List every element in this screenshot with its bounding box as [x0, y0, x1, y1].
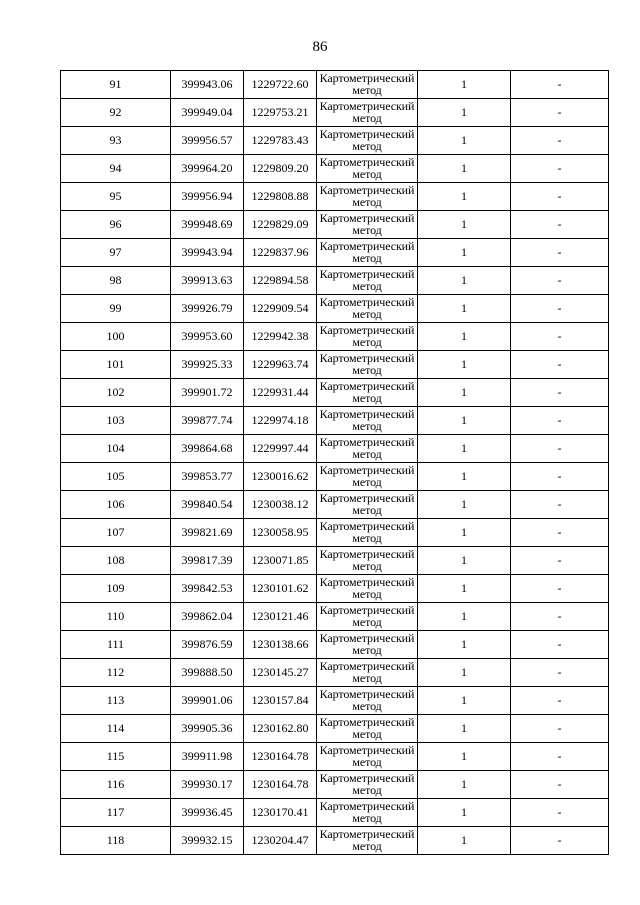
method-cell: Картометрический метод — [317, 295, 418, 323]
x-coordinate-cell: 399949.04 — [171, 99, 244, 127]
point-number-cell: 95 — [61, 183, 171, 211]
method-cell: Картометрический метод — [317, 351, 418, 379]
accuracy-cell: 1 — [418, 407, 511, 435]
x-coordinate-cell: 399964.20 — [171, 155, 244, 183]
y-coordinate-cell: 1230038.12 — [244, 491, 317, 519]
accuracy-cell: 1 — [418, 519, 511, 547]
point-number-cell: 116 — [61, 771, 171, 799]
table-row — [61, 155, 609, 183]
point-number-cell: 98 — [61, 267, 171, 295]
y-coordinate-cell: 1230170.41 — [244, 799, 317, 827]
table-row — [61, 267, 609, 295]
point-number-cell: 96 — [61, 211, 171, 239]
accuracy-cell: 1 — [418, 743, 511, 771]
table-row — [61, 631, 609, 659]
description-cell: - — [511, 323, 609, 351]
x-coordinate-cell: 399930.17 — [171, 771, 244, 799]
accuracy-cell: 1 — [418, 183, 511, 211]
description-cell: - — [511, 295, 609, 323]
y-coordinate-cell: 1230164.78 — [244, 743, 317, 771]
y-coordinate-cell: 1230162.80 — [244, 715, 317, 743]
x-coordinate-cell: 399943.94 — [171, 239, 244, 267]
y-coordinate-cell: 1229837.96 — [244, 239, 317, 267]
table-row — [61, 743, 609, 771]
y-coordinate-cell: 1229783.43 — [244, 127, 317, 155]
x-coordinate-cell: 399862.04 — [171, 603, 244, 631]
x-coordinate-cell: 399956.94 — [171, 183, 244, 211]
point-number-cell: 118 — [61, 827, 171, 855]
method-cell: Картометрический метод — [317, 659, 418, 687]
accuracy-cell: 1 — [418, 631, 511, 659]
y-coordinate-cell: 1230204.47 — [244, 827, 317, 855]
coordinates-table-body — [61, 71, 609, 855]
accuracy-cell: 1 — [418, 435, 511, 463]
description-cell: - — [511, 351, 609, 379]
x-coordinate-cell: 399956.57 — [171, 127, 244, 155]
accuracy-cell: 1 — [418, 547, 511, 575]
point-number-cell: 107 — [61, 519, 171, 547]
method-cell: Картометрический метод — [317, 407, 418, 435]
table-row — [61, 407, 609, 435]
x-coordinate-cell: 399817.39 — [171, 547, 244, 575]
accuracy-cell: 1 — [418, 323, 511, 351]
y-coordinate-cell: 1230016.62 — [244, 463, 317, 491]
point-number-cell: 101 — [61, 351, 171, 379]
method-cell: Картометрический метод — [317, 239, 418, 267]
table-row — [61, 183, 609, 211]
description-cell: - — [511, 239, 609, 267]
description-cell: - — [511, 491, 609, 519]
method-cell: Картометрический метод — [317, 827, 418, 855]
point-number-cell: 104 — [61, 435, 171, 463]
point-number-cell: 111 — [61, 631, 171, 659]
table-row — [61, 379, 609, 407]
accuracy-cell: 1 — [418, 99, 511, 127]
method-cell: Картометрический метод — [317, 743, 418, 771]
accuracy-cell: 1 — [418, 491, 511, 519]
point-number-cell: 113 — [61, 687, 171, 715]
description-cell: - — [511, 463, 609, 491]
y-coordinate-cell: 1229808.88 — [244, 183, 317, 211]
method-cell: Картометрический метод — [317, 435, 418, 463]
point-number-cell: 110 — [61, 603, 171, 631]
description-cell: - — [511, 659, 609, 687]
method-cell: Картометрический метод — [317, 267, 418, 295]
point-number-cell: 117 — [61, 799, 171, 827]
method-cell: Картометрический метод — [317, 155, 418, 183]
method-cell: Картометрический метод — [317, 127, 418, 155]
x-coordinate-cell: 399888.50 — [171, 659, 244, 687]
y-coordinate-cell: 1230058.95 — [244, 519, 317, 547]
y-coordinate-cell: 1229894.58 — [244, 267, 317, 295]
x-coordinate-cell: 399864.68 — [171, 435, 244, 463]
accuracy-cell: 1 — [418, 267, 511, 295]
table-row — [61, 659, 609, 687]
table-row — [61, 323, 609, 351]
method-cell: Картометрический метод — [317, 491, 418, 519]
point-number-cell: 109 — [61, 575, 171, 603]
table-row — [61, 211, 609, 239]
point-number-cell: 103 — [61, 407, 171, 435]
point-number-cell: 91 — [61, 71, 171, 99]
x-coordinate-cell: 399840.54 — [171, 491, 244, 519]
y-coordinate-cell: 1229909.54 — [244, 295, 317, 323]
accuracy-cell: 1 — [418, 379, 511, 407]
point-number-cell: 93 — [61, 127, 171, 155]
x-coordinate-cell: 399953.60 — [171, 323, 244, 351]
point-number-cell: 94 — [61, 155, 171, 183]
description-cell: - — [511, 127, 609, 155]
description-cell: - — [511, 519, 609, 547]
method-cell: Картометрический метод — [317, 323, 418, 351]
table-row — [61, 575, 609, 603]
y-coordinate-cell: 1229809.20 — [244, 155, 317, 183]
accuracy-cell: 1 — [418, 799, 511, 827]
x-coordinate-cell: 399926.79 — [171, 295, 244, 323]
description-cell: - — [511, 799, 609, 827]
table-row — [61, 603, 609, 631]
coordinates-table — [60, 70, 609, 855]
method-cell: Картометрический метод — [317, 71, 418, 99]
description-cell: - — [511, 407, 609, 435]
x-coordinate-cell: 399925.33 — [171, 351, 244, 379]
description-cell: - — [511, 603, 609, 631]
method-cell: Картометрический метод — [317, 211, 418, 239]
y-coordinate-cell: 1230157.84 — [244, 687, 317, 715]
x-coordinate-cell: 399842.53 — [171, 575, 244, 603]
y-coordinate-cell: 1229931.44 — [244, 379, 317, 407]
y-coordinate-cell: 1230138.66 — [244, 631, 317, 659]
accuracy-cell: 1 — [418, 771, 511, 799]
method-cell: Картометрический метод — [317, 575, 418, 603]
point-number-cell: 97 — [61, 239, 171, 267]
table-row — [61, 463, 609, 491]
accuracy-cell: 1 — [418, 715, 511, 743]
point-number-cell: 112 — [61, 659, 171, 687]
method-cell: Картометрический метод — [317, 603, 418, 631]
method-cell: Картометрический метод — [317, 379, 418, 407]
table-row — [61, 127, 609, 155]
accuracy-cell: 1 — [418, 827, 511, 855]
point-number-cell: 106 — [61, 491, 171, 519]
description-cell: - — [511, 435, 609, 463]
accuracy-cell: 1 — [418, 603, 511, 631]
accuracy-cell: 1 — [418, 211, 511, 239]
x-coordinate-cell: 399932.15 — [171, 827, 244, 855]
point-number-cell: 100 — [61, 323, 171, 351]
point-number-cell: 114 — [61, 715, 171, 743]
accuracy-cell: 1 — [418, 155, 511, 183]
accuracy-cell: 1 — [418, 295, 511, 323]
accuracy-cell: 1 — [418, 687, 511, 715]
y-coordinate-cell: 1230071.85 — [244, 547, 317, 575]
point-number-cell: 108 — [61, 547, 171, 575]
y-coordinate-cell: 1229942.38 — [244, 323, 317, 351]
accuracy-cell: 1 — [418, 127, 511, 155]
accuracy-cell: 1 — [418, 659, 511, 687]
y-coordinate-cell: 1229974.18 — [244, 407, 317, 435]
x-coordinate-cell: 399943.06 — [171, 71, 244, 99]
table-row — [61, 687, 609, 715]
x-coordinate-cell: 399821.69 — [171, 519, 244, 547]
table-row — [61, 351, 609, 379]
method-cell: Картометрический метод — [317, 771, 418, 799]
description-cell: - — [511, 183, 609, 211]
method-cell: Картометрический метод — [317, 547, 418, 575]
description-cell: - — [511, 71, 609, 99]
table-row — [61, 99, 609, 127]
accuracy-cell: 1 — [418, 239, 511, 267]
description-cell: - — [511, 715, 609, 743]
y-coordinate-cell: 1230121.46 — [244, 603, 317, 631]
description-cell: - — [511, 575, 609, 603]
table-row — [61, 71, 609, 99]
description-cell: - — [511, 547, 609, 575]
point-number-cell: 99 — [61, 295, 171, 323]
table-row — [61, 827, 609, 855]
x-coordinate-cell: 399936.45 — [171, 799, 244, 827]
description-cell: - — [511, 631, 609, 659]
description-cell: - — [511, 267, 609, 295]
x-coordinate-cell: 399901.72 — [171, 379, 244, 407]
description-cell: - — [511, 743, 609, 771]
table-row — [61, 239, 609, 267]
point-number-cell: 115 — [61, 743, 171, 771]
y-coordinate-cell: 1230164.78 — [244, 771, 317, 799]
table-row — [61, 547, 609, 575]
method-cell: Картометрический метод — [317, 463, 418, 491]
y-coordinate-cell: 1229829.09 — [244, 211, 317, 239]
description-cell: - — [511, 155, 609, 183]
method-cell: Картометрический метод — [317, 799, 418, 827]
x-coordinate-cell: 399876.59 — [171, 631, 244, 659]
x-coordinate-cell: 399913.63 — [171, 267, 244, 295]
table-row — [61, 435, 609, 463]
description-cell: - — [511, 827, 609, 855]
table-row — [61, 799, 609, 827]
table-row — [61, 295, 609, 323]
y-coordinate-cell: 1229722.60 — [244, 71, 317, 99]
method-cell: Картометрический метод — [317, 631, 418, 659]
method-cell: Картометрический метод — [317, 183, 418, 211]
description-cell: - — [511, 99, 609, 127]
point-number-cell: 92 — [61, 99, 171, 127]
point-number-cell: 105 — [61, 463, 171, 491]
x-coordinate-cell: 399905.36 — [171, 715, 244, 743]
table-row — [61, 771, 609, 799]
x-coordinate-cell: 399901.06 — [171, 687, 244, 715]
y-coordinate-cell: 1230101.62 — [244, 575, 317, 603]
x-coordinate-cell: 399911.98 — [171, 743, 244, 771]
accuracy-cell: 1 — [418, 71, 511, 99]
description-cell: - — [511, 211, 609, 239]
method-cell: Картометрический метод — [317, 99, 418, 127]
accuracy-cell: 1 — [418, 351, 511, 379]
y-coordinate-cell: 1229997.44 — [244, 435, 317, 463]
x-coordinate-cell: 399877.74 — [171, 407, 244, 435]
description-cell: - — [511, 379, 609, 407]
method-cell: Картометрический метод — [317, 687, 418, 715]
table-row — [61, 715, 609, 743]
point-number-cell: 102 — [61, 379, 171, 407]
y-coordinate-cell: 1229963.74 — [244, 351, 317, 379]
page-number: 86 — [312, 39, 328, 55]
method-cell: Картометрический метод — [317, 715, 418, 743]
method-cell: Картометрический метод — [317, 519, 418, 547]
y-coordinate-cell: 1229753.21 — [244, 99, 317, 127]
y-coordinate-cell: 1230145.27 — [244, 659, 317, 687]
accuracy-cell: 1 — [418, 575, 511, 603]
x-coordinate-cell: 399948.69 — [171, 211, 244, 239]
accuracy-cell: 1 — [418, 463, 511, 491]
table-row — [61, 519, 609, 547]
table-row — [61, 491, 609, 519]
description-cell: - — [511, 687, 609, 715]
description-cell: - — [511, 771, 609, 799]
x-coordinate-cell: 399853.77 — [171, 463, 244, 491]
